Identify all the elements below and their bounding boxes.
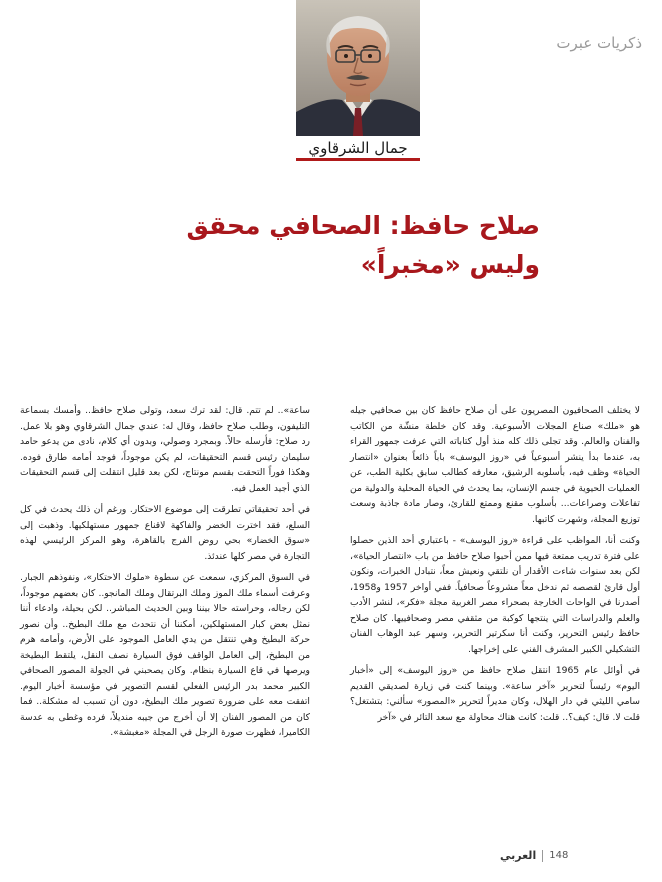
section-tag: ذكريات عبرت	[556, 34, 642, 52]
article-column-left	[20, 403, 310, 747]
author-name: جمال الشرقاوي	[296, 137, 420, 161]
paragraph: وكنت أنا، المواظب على قراءة «روز اليوسف» - باعتباري أحد الذين حصلوا على فترة تدريب ممتعة فيها ممن أحبوا صلاح حافظ من باب «انتصار الحياة»، لكن بعد سنوات شاءت الأقدار أن نلتقي ونعيش معاً، نتبادل الخبرات، ونكون أول قارئ لقصصه ثم ندخل معاً مشروعاً صحافياً. ففي أواخر 1957 و1958، أصدرنا في الواحات الخارجة بصحراء مصر الغربية مجلة «فكر»، لنشر الأدب والعلم والدراسات التي ينتجها كوكبة من مثقفي مصر وصحافييها. كان صلاح حافظ رئيس التحرير، وكنت أنا سكرتير التحرير، وسهر عبد الوهاب الفنان التشكيلي الكبير المشرف الفني على إخراجها.	[350, 535, 640, 655]
paragraph: ساعة».. لم تتم. قال: لقد ترك سعد، وتولى صلاح حافظ.. وأمسك بسماعة التليفون، وطلب صلاح حافظ، وقال له: عندي جمال الشرقاوي وهو بلا عمل. رد صلاح: فأرسله حالاً. وبمجرد وصولي، وبدون أي كلام، نادى من يدعو حامد سليمان رئيس قسم التحقيقات، لم يكن موجوداً، فوجد أمامه طارق فوده. وهكذا فوراً التحقت بقسم مونتاج، لكن بعد قليل انتقلت إلى قسم التحقيقات الذي أجيد العمل فيه.	[20, 405, 310, 494]
author-portrait	[296, 0, 420, 136]
magazine-name: العربي	[500, 849, 537, 862]
page-footer	[500, 849, 640, 862]
article-column-right	[350, 403, 640, 731]
footer-divider	[542, 850, 543, 862]
headline-line-1: صلاح حافظ: الصحافي محقق	[186, 211, 540, 240]
paragraph: في السوق المركزي، سمعت عن سطوة «ملوك الاحتكار»، ونفوذهم الجبار. وعرفت أسماء ملك الموز وملك البرتقال وملك المانجو.. كان بعضهم موجوداً، لكن رجاله، وحراسته حالا بيننا وبين الحديث المباشر.. لكن بحيلة، وادعاء أننا نمثل بعض كبار المستهلكين، أمكننا أن نتحدث مع ملك البطيخ.. وأن نصور حركة البطيخ وهي تنتقل من يدي العامل الموجود على الأرض، وأمامه هرم من البطيخ، إلى العامل الواقف فوق السيارة نصف النقل، يلتقط البطيخة ويرصها في قاع السيارة بنظام. وكان يصحبني في الجولة المصور الصحافي الكبير محمد بدر الرئيس الفعلي لقسم التصوير في مؤسسة أخبار اليوم. اتفقت معه على ضرورة تصوير ملك البطيخ، دون أن تسبب له مشكلة.. فما كان من المصور الفنان إلا أن أخرج من جيبه منديلاً، فرده وغطى به عدسة الكاميرا، فظهرت صورة الرجل في المجلة «مغبشة».	[20, 572, 310, 738]
paragraph: في أحد تحقيقاتي تطرقت إلى موضوع الاحتكار. ورغم أن ذلك يحدث في كل السلع، فقد اخترت الخضر والفاكهة لاقناع جمهور مستهلكيها. وذهبت إلى «سوق الخضار» بحي روض الفرج بالقاهرة، وهو المركز الرئيسي لهذه التجارة في مصر كلها عندئذ.	[20, 504, 310, 562]
paragraph: في أوائل عام 1965 انتقل صلاح حافظ من «روز اليوسف» إلى «أخبار اليوم» رئيساً لتحرير «آخر ساعة». وبينما كنت في زيارة لصديقي القديم سامي الليثي في دار الهلال، وكان مديراً لتحرير «المصور» سألني: بتشتغل؟ قلت لا. قال: كيف؟.. قلت: كانت هناك محاولة مع سعد التائر في «آخر	[350, 665, 640, 723]
author-portrait-illustration	[296, 0, 420, 136]
page-number: 148	[549, 850, 569, 861]
paragraph: لا يختلف الصحافيون المصريون على أن صلاح حافظ كان بين صحافيي جيله هو «ملك» صناع المجلات الأسبوعية. وقد كان خلطة منشّة من الكاتب والفنان والعالم. وقد تجلى ذلك كله منذ أول كتاباته التي عرفت جمهور القراء به، عندما بدأ ينشر أسبوعياً في «روز اليوسف» باباً ذائعاً بعنوان «انتصار الحياة» وظف فيه، بأسلوبه الرشيق، معارفه كطالب سابق بكلية الطب، عن العمليات الحيوية في جسم الإنسان، بما يحدث في الحياة المحلية والدولية من تفاعلات وصراعات... بأسلوب مقنع وممتع للقارئ، وصار مادة جاذبة وسعت توزيع المجلة، وشهرت كاتبها.	[350, 405, 640, 525]
article-headline	[40, 206, 540, 284]
headline-line-2: وليس «مخبراً»	[360, 250, 540, 279]
